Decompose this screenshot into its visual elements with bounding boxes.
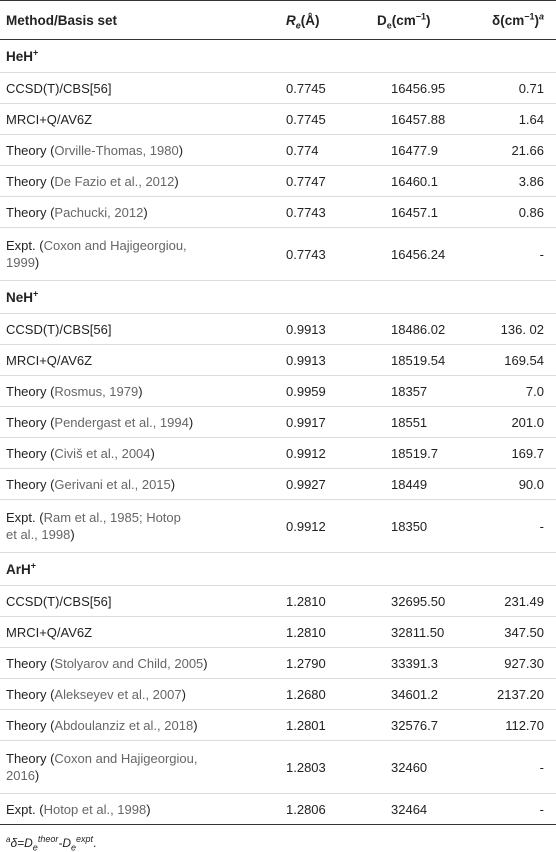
citation-link[interactable]: Ram et al., 1985; Hotop (43, 510, 181, 525)
group-label (0, 281, 556, 314)
method-text: Theory ( (6, 414, 55, 430)
table-row (0, 648, 556, 679)
method-cell (0, 228, 268, 281)
method-cell (0, 135, 268, 166)
re-cell: 0.9912 (268, 438, 363, 469)
method-close: ) (146, 801, 151, 817)
table-row (0, 438, 556, 469)
method-cell (0, 586, 268, 617)
table-row (0, 407, 556, 438)
citation-link-cont[interactable]: et al., 1998 (6, 527, 71, 542)
re-cell: 0.9913 (268, 345, 363, 376)
method-text: CCSD(T)/CBS[56] (6, 321, 112, 337)
group-row (0, 281, 556, 314)
re-cell: 0.7747 (268, 166, 363, 197)
delta-cell: 112.70 (473, 710, 556, 741)
table-row (0, 345, 556, 376)
table-row (0, 376, 556, 407)
de-cell: 18357 (363, 376, 473, 407)
method-cell (0, 376, 268, 407)
table-row (0, 228, 556, 281)
delta-exponent: −1 (524, 11, 535, 21)
de-cell: 32576.7 (363, 710, 473, 741)
method-text: Theory ( (6, 717, 55, 733)
delta-close: ) (534, 12, 539, 28)
group-name: NeH (6, 289, 34, 305)
group-charge: + (30, 560, 37, 570)
method-close: ) (203, 655, 208, 671)
method-cell (0, 710, 268, 741)
method-cell (0, 73, 268, 104)
table-row (0, 586, 556, 617)
method-text: Theory ( (6, 204, 55, 220)
footnote-mid: -D (58, 836, 71, 850)
delta-unit: (cm (500, 12, 525, 28)
de-cell: 32464 (363, 794, 473, 825)
method-cell (0, 314, 268, 345)
delta-cell: 0.86 (473, 197, 556, 228)
table-header (0, 1, 556, 40)
table-row (0, 197, 556, 228)
group-charge: + (33, 47, 39, 57)
de-cell: 16456.24 (363, 228, 473, 281)
group-charge: + (33, 288, 39, 298)
de-close: ) (426, 12, 431, 28)
de-cell: 16457.88 (363, 104, 473, 135)
method-close: ) (138, 383, 143, 399)
method-text: Theory ( (6, 445, 55, 461)
re-cell: 1.2801 (268, 710, 363, 741)
de-cell: 16460.1 (363, 166, 473, 197)
re-cell: 1.2803 (268, 741, 363, 794)
de-cell: 33391.3 (363, 648, 473, 679)
footnote-end: . (93, 836, 97, 850)
delta-cell: 347.50 (473, 617, 556, 648)
method-close: ) (34, 255, 40, 270)
footnote-sub2: e (71, 842, 77, 852)
de-cell: 18449 (363, 469, 473, 500)
delta-cell: 3.86 (473, 166, 556, 197)
header-delta (473, 1, 556, 40)
delta-cell: 231.49 (473, 586, 556, 617)
de-symbol: D (377, 12, 387, 28)
header-method (0, 1, 268, 40)
method-text: Theory ( (6, 751, 55, 766)
method-text: MRCI+Q/AV6Z (6, 111, 93, 127)
re-cell: 0.7743 (268, 228, 363, 281)
re-subscript: e (295, 20, 301, 31)
delta-cell: 169.7 (473, 438, 556, 469)
de-cell: 34601.2 (363, 679, 473, 710)
de-cell: 18519.7 (363, 438, 473, 469)
delta-cell: 1.64 (473, 104, 556, 135)
table-footnote (0, 825, 556, 850)
delta-cell: 2137.20 (473, 679, 556, 710)
header-row (0, 1, 556, 40)
method-cell (0, 648, 268, 679)
delta-cell: - (473, 794, 556, 825)
method-text: Expt. ( (6, 510, 44, 525)
method-cell (0, 741, 268, 794)
method-text: CCSD(T)/CBS[56] (6, 593, 112, 609)
citation-link[interactable]: De Fazio et al., 2012 (54, 173, 175, 189)
citation-link[interactable]: Alekseyev et al., 2007 (54, 686, 182, 702)
header-method-text: Method/Basis set (6, 12, 118, 28)
re-cell: 0.9913 (268, 314, 363, 345)
de-unit: (cm (391, 12, 416, 28)
method-close: ) (143, 204, 148, 220)
table-row (0, 314, 556, 345)
citation-link[interactable]: Coxon and Hajigeorgiou, (43, 238, 187, 253)
re-unit: (Å) (300, 12, 320, 28)
footnote-lhs: δ=D (10, 836, 33, 850)
method-close: ) (34, 768, 40, 783)
de-cell: 16477.9 (363, 135, 473, 166)
re-cell: 0.9912 (268, 500, 363, 553)
re-cell: 1.2680 (268, 679, 363, 710)
de-cell: 16457.1 (363, 197, 473, 228)
header-re (268, 1, 363, 40)
method-cell (0, 407, 268, 438)
method-close: ) (188, 414, 194, 430)
table-row (0, 794, 556, 825)
re-cell: 1.2810 (268, 617, 363, 648)
group-row (0, 40, 556, 73)
delta-cell: 7.0 (473, 376, 556, 407)
re-symbol: R (286, 12, 296, 28)
table-row (0, 73, 556, 104)
de-subscript: e (386, 20, 392, 31)
group-row (0, 553, 556, 586)
delta-footnote-mark: a (538, 11, 544, 21)
de-cell: 18350 (363, 500, 473, 553)
de-cell: 18551 (363, 407, 473, 438)
re-cell: 0.774 (268, 135, 363, 166)
citation-link[interactable]: Abdoulanziz et al., 2018 (54, 717, 194, 733)
table-body (0, 40, 556, 825)
de-cell: 32811.50 (363, 617, 473, 648)
re-cell: 0.9917 (268, 407, 363, 438)
re-cell: 0.7745 (268, 104, 363, 135)
table-row (0, 679, 556, 710)
group-label (0, 40, 556, 73)
citation-link[interactable]: Rosmus, 1979 (54, 383, 139, 399)
method-cell (0, 438, 268, 469)
delta-cell: 90.0 (473, 469, 556, 500)
method-close: ) (193, 717, 198, 733)
delta-cell: 201.0 (473, 407, 556, 438)
method-text: CCSD(T)/CBS[56] (6, 80, 112, 96)
citation-link[interactable]: Hotop et al., 1998 (43, 801, 147, 817)
de-cell: 16456.95 (363, 73, 473, 104)
method-text: MRCI+Q/AV6Z (6, 352, 93, 368)
re-cell: 1.2806 (268, 794, 363, 825)
method-text: Theory ( (6, 686, 55, 702)
table-row (0, 166, 556, 197)
re-cell: 0.7745 (268, 73, 363, 104)
method-close: ) (178, 142, 184, 158)
method-text: Theory ( (6, 655, 55, 671)
de-exponent: −1 (415, 11, 427, 21)
table-row (0, 135, 556, 166)
method-text: MRCI+Q/AV6Z (6, 624, 93, 640)
table-row (0, 500, 556, 553)
group-name: HeH (6, 48, 34, 64)
method-text: Theory ( (6, 383, 55, 399)
method-close: ) (174, 173, 179, 189)
method-text: Theory ( (6, 173, 55, 189)
table-row (0, 617, 556, 648)
citation-link[interactable]: Orville-Thomas, 1980 (54, 142, 179, 158)
method-cell (0, 794, 268, 825)
citation-link[interactable]: Civiš et al., 2004 (54, 445, 151, 461)
method-cell (0, 500, 268, 553)
citation-link[interactable]: Pachucki, 2012 (54, 204, 144, 220)
method-close: ) (150, 445, 155, 461)
method-cell (0, 469, 268, 500)
method-cell (0, 166, 268, 197)
citation-link[interactable]: Pendergast et al., 1994 (54, 414, 189, 430)
method-cell (0, 104, 268, 135)
group-label (0, 553, 556, 586)
re-cell: 0.7743 (268, 197, 363, 228)
delta-cell: - (473, 228, 556, 281)
citation-link-cont[interactable]: 2016 (6, 768, 35, 783)
delta-cell: 0.71 (473, 73, 556, 104)
citation-link-cont[interactable]: 1999 (6, 255, 35, 270)
method-cell (0, 197, 268, 228)
delta-cell: - (473, 500, 556, 553)
method-text: Expt. ( (6, 238, 44, 253)
delta-cell: 927.30 (473, 648, 556, 679)
citation-link[interactable]: Coxon and Hajigeorgiou, (54, 751, 198, 766)
footnote-sub1: e (32, 842, 38, 852)
method-close: ) (170, 476, 176, 492)
method-text: Expt. ( (6, 801, 44, 817)
re-cell: 0.9959 (268, 376, 363, 407)
table-row (0, 469, 556, 500)
delta-symbol: δ (492, 12, 501, 28)
re-cell: 1.2790 (268, 648, 363, 679)
re-cell: 0.9927 (268, 469, 363, 500)
group-name: ArH (6, 561, 31, 577)
de-cell: 18519.54 (363, 345, 473, 376)
de-cell: 32695.50 (363, 586, 473, 617)
delta-cell: 169.54 (473, 345, 556, 376)
header-de (363, 1, 473, 40)
table-row (0, 710, 556, 741)
method-cell (0, 617, 268, 648)
citation-link[interactable]: Stolyarov and Child, 2005 (54, 655, 204, 671)
method-close: ) (70, 527, 75, 542)
citation-link[interactable]: Gerivani et al., 2015 (54, 476, 171, 492)
method-cell (0, 679, 268, 710)
delta-cell: - (473, 741, 556, 794)
footnote-sup1: theor (37, 834, 59, 844)
table-row (0, 741, 556, 794)
table-row (0, 104, 556, 135)
method-text: Theory ( (6, 476, 55, 492)
method-cell (0, 345, 268, 376)
footnote-sup2: expt (76, 834, 94, 844)
method-close: ) (181, 686, 186, 702)
de-cell: 18486.02 (363, 314, 473, 345)
footnote-mark: a (6, 835, 11, 844)
de-cell: 32460 (363, 741, 473, 794)
delta-cell: 136. 02 (473, 314, 556, 345)
delta-cell: 21.66 (473, 135, 556, 166)
re-cell: 1.2810 (268, 586, 363, 617)
method-text: Theory ( (6, 142, 55, 158)
